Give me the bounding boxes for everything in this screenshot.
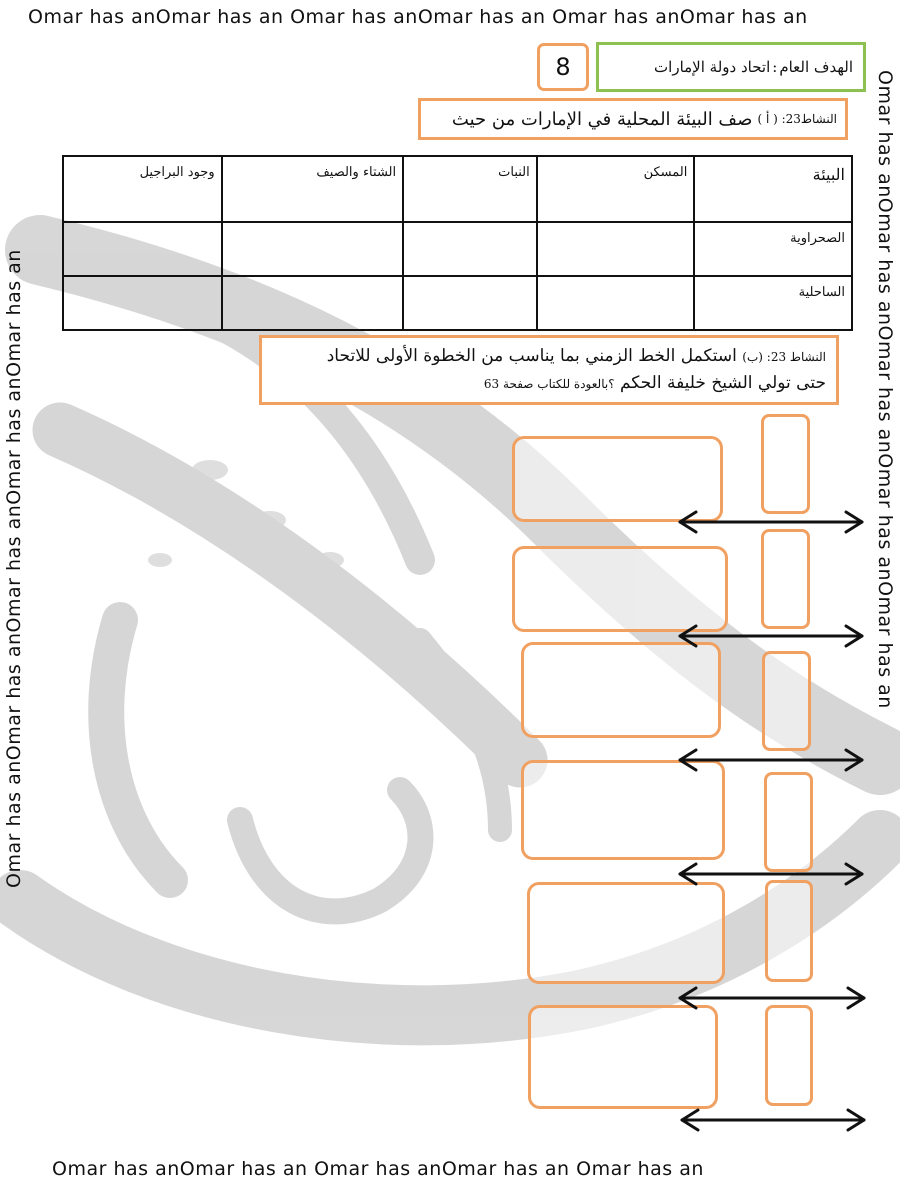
activity2-line2-text: حتى تولي الشيخ خليفة الحكم — [619, 373, 826, 393]
table-cell[interactable] — [222, 276, 404, 330]
border-text-right: Omar has anOmar has anOmar has anOmar has anOmar has an — [874, 70, 896, 709]
activity2-note: ؟بالعودة للكتاب صفحة 63 — [483, 377, 615, 391]
header-environment: البيئة — [694, 156, 852, 222]
timeline-year-box-2[interactable] — [761, 529, 810, 629]
table-cell[interactable] — [537, 276, 695, 330]
environment-table — [62, 155, 853, 331]
activity1-box — [418, 98, 848, 140]
table-cell[interactable] — [222, 222, 404, 276]
timeline-event-box-1[interactable] — [512, 436, 723, 522]
activity2-line2 — [272, 370, 826, 397]
goal-separator: : — [772, 58, 778, 76]
activity1-prefix: النشاط23: ( أ ) — [757, 112, 837, 126]
table-row — [63, 222, 852, 276]
goal-value: اتحاد دولة الإمارات — [654, 58, 771, 76]
timeline-year-box-1[interactable] — [761, 414, 810, 514]
timeline-year-box-4[interactable] — [764, 772, 813, 872]
header-housing: المسكن — [537, 156, 695, 222]
header-plants: النبات — [403, 156, 537, 222]
header-barajeel: وجود البراجيل — [63, 156, 222, 222]
border-text-left: Omar has anOmar has anOmar has anOmar has anOmar has an — [3, 249, 25, 888]
timeline-year-box-5[interactable] — [765, 880, 813, 982]
goal-label: الهدف العام — [779, 58, 853, 76]
row-label-desert: الصحراوية — [694, 222, 852, 276]
activity1-text: صف البيئة المحلية في الإمارات من حيث — [451, 108, 753, 130]
table-row — [63, 276, 852, 330]
timeline-year-box-3[interactable] — [762, 651, 811, 751]
activity2-line1-text: استكمل الخط الزمني بما يناسب من الخطوة الأولى للاتحاد — [326, 346, 737, 366]
table-cell[interactable] — [537, 222, 695, 276]
activity2-line1 — [272, 343, 826, 370]
timeline-year-box-6[interactable] — [765, 1005, 813, 1106]
table-header-row — [63, 156, 852, 222]
table-cell[interactable] — [63, 222, 222, 276]
timeline-event-box-6[interactable] — [528, 1005, 718, 1109]
activity2-prefix: النشاط 23: (ب) — [742, 350, 826, 364]
activity2-box — [259, 335, 839, 405]
table-cell[interactable] — [403, 222, 537, 276]
timeline-event-box-3[interactable] — [521, 642, 721, 738]
page-number-box — [537, 43, 589, 91]
row-label-coastal: الساحلية — [694, 276, 852, 330]
table-cell[interactable] — [63, 276, 222, 330]
border-text-bottom: Omar has anOmar has an Omar has anOmar has an Omar has an — [52, 1158, 704, 1180]
timeline-event-box-4[interactable] — [521, 760, 725, 860]
goal-box — [596, 42, 866, 92]
border-text-top: Omar has anOmar has an Omar has anOmar has an Omar has anOmar has an — [28, 6, 808, 28]
timeline-event-box-2[interactable] — [512, 546, 728, 632]
header-winter-summer: الشتاء والصيف — [222, 156, 404, 222]
table-cell[interactable] — [403, 276, 537, 330]
timeline-event-box-5[interactable] — [527, 882, 725, 984]
page-number: 8 — [555, 53, 571, 81]
